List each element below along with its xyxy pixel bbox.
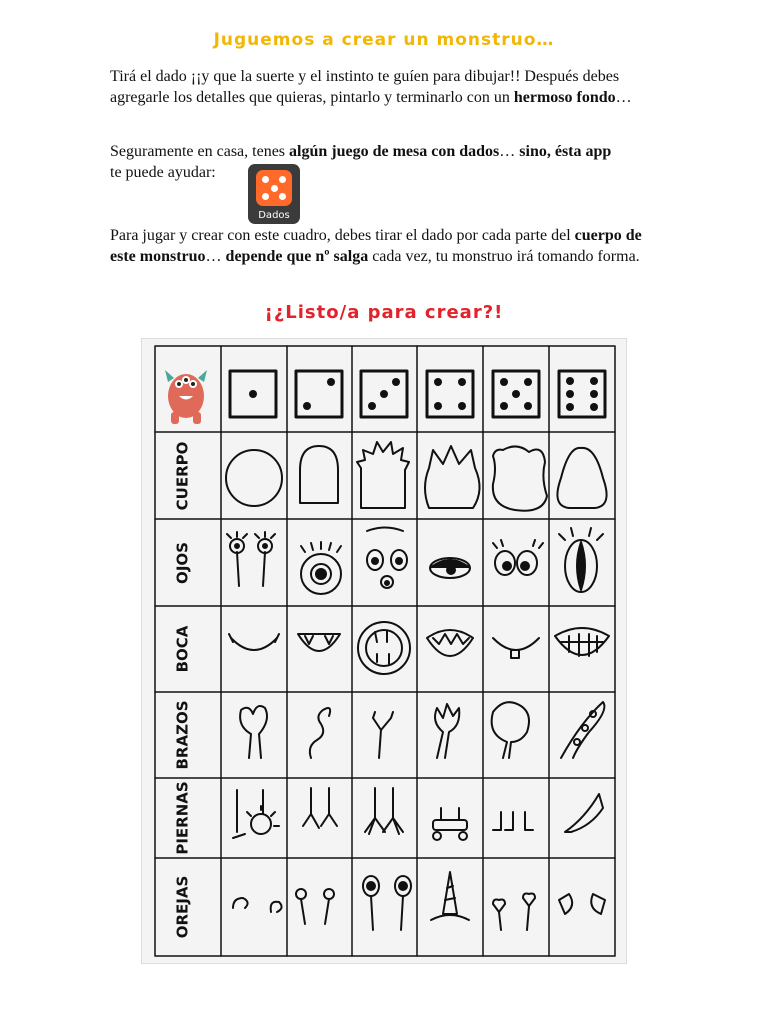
intro-text-1: Tirá el dado ¡¡y que la suerte y el instinto te guíen para dibujar!! Después debes agregarle los detalles que quieras, pintarlo y terminarlo con un [110, 68, 620, 106]
legs-boots-drawing [493, 812, 533, 830]
intro-bold-3a: cuerpo de este monstruo [110, 227, 642, 265]
row-label-orejas: OREJAS [173, 875, 192, 939]
intro-bold-3b: depende que nº salga [225, 248, 369, 265]
arm-tree-drawing [240, 706, 267, 758]
ears-pointy-drawing [559, 894, 605, 914]
body-spiky-drawing [425, 446, 480, 508]
intro-end-1: … [615, 89, 632, 106]
intro-paragraph-3 [110, 225, 670, 267]
die-face-6 [559, 371, 605, 417]
intro-text-3a: Para jugar y crear con este cuadro, debes tirar el dado por cada parte del [110, 227, 575, 244]
row-label-piernas: PIERNAS [173, 781, 192, 855]
eyes-lashes-drawing [493, 540, 543, 575]
eye-big-drawing [301, 542, 341, 594]
intro-text-2b: te puede ayudar: [110, 164, 216, 181]
arm-wavy-drawing [310, 708, 330, 758]
mouth-smile-drawing [229, 634, 279, 650]
body-dome-drawing [300, 446, 338, 503]
body-furry-drawing [357, 442, 409, 508]
intro-bold-1: hermoso fondo [513, 89, 616, 106]
mouth-grin-drawing [555, 628, 609, 656]
row-label-boca: BOCA [173, 625, 192, 673]
mouth-buck-tooth-drawing [493, 638, 539, 658]
eyes-drawings [227, 528, 603, 595]
die-face-4 [427, 371, 473, 417]
legs-spiky-drawing [233, 790, 279, 838]
ears-antenna-drawing [296, 889, 334, 924]
mouth-teeth-drawing [427, 630, 473, 656]
die-face-2 [296, 371, 342, 417]
app-label: Dados [258, 210, 290, 221]
intro-text-3b: cada vez, tu monstruo irá tomando forma. [368, 248, 640, 265]
intro-paragraph-2 [110, 141, 670, 183]
legs-wheels-drawing [433, 808, 467, 840]
mouth-fangs-drawing [298, 634, 340, 651]
die-face-1 [230, 371, 276, 417]
body-circle-drawing [226, 450, 282, 506]
mouth-round-drawing [358, 622, 410, 674]
page-title: Juguemos a crear un monstruo… [213, 30, 555, 50]
body-pear-drawing [557, 448, 606, 508]
intro-bold-2b: sino, ésta app [519, 143, 612, 160]
arm-claw-drawing [373, 712, 393, 758]
eye-slit-drawing [559, 528, 603, 592]
eyes-stalk-drawing [227, 532, 275, 586]
subtitle: ¡¿Listo/a para crear?! [264, 302, 504, 323]
arm-leaf-drawing [492, 702, 529, 758]
row-labels [174, 442, 192, 939]
monster-mascot-icon [165, 370, 207, 424]
intro-bold-2a: algún juego de mesa con dados [289, 143, 500, 160]
mouth-drawings [229, 622, 609, 674]
monster-grid [141, 338, 627, 964]
arm-tulip-drawing [435, 704, 459, 758]
dice-five-icon [256, 170, 292, 206]
monster-dice-board [141, 338, 627, 964]
row-label-cuerpo: CUERPO [173, 441, 192, 511]
grid-lines [155, 346, 615, 956]
ears-bulb-drawing [363, 876, 411, 930]
legs-heel-drawing [565, 794, 603, 832]
legs-claw-drawing [303, 788, 337, 828]
row-label-ojos: OJOS [173, 542, 192, 584]
ears-curl-drawing [233, 898, 282, 912]
arm-tentacle-drawing [561, 702, 604, 758]
eye-lidded-drawing [430, 558, 470, 578]
body-bean-drawing [493, 446, 547, 510]
legs-bird-drawing [365, 788, 403, 834]
intro-mid-3: … [205, 248, 226, 265]
intro-text-2: Seguramente en casa, tenes [110, 143, 290, 160]
legs-drawings [233, 788, 603, 840]
die-face-5 [493, 371, 539, 417]
eyes-three-drawing [367, 528, 407, 589]
ears-heart-drawing [493, 894, 535, 931]
die-face-3 [361, 371, 407, 417]
ears-hat-drawing [431, 872, 469, 920]
row-label-brazos: BRAZOS [173, 700, 192, 770]
intro-mid-2: … [499, 143, 520, 160]
dice-app-icon[interactable] [248, 164, 300, 224]
intro-paragraph-1 [110, 66, 670, 108]
